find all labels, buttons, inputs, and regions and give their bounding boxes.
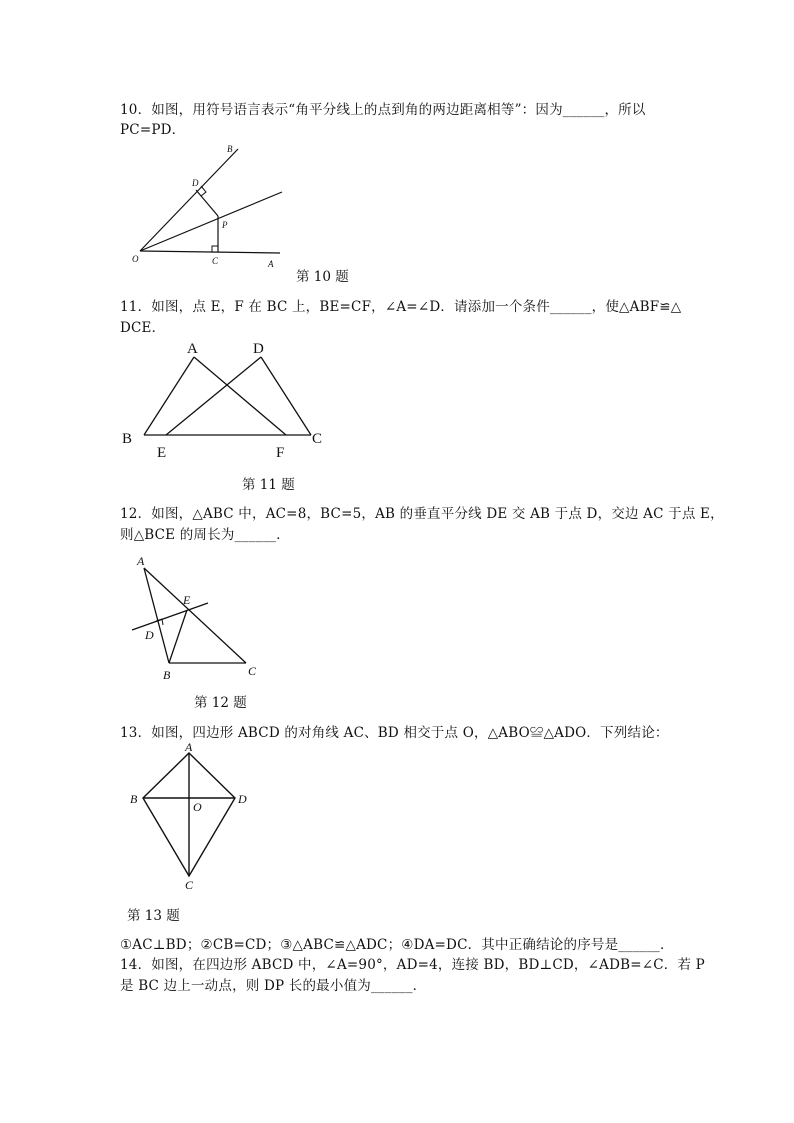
right-angle-c	[212, 246, 218, 252]
q11-text-line1: 11．如图，点 E，F 在 BC 上，BE=CF，∠A=∠D．请添加一个条件______，使△ABF≌△	[120, 299, 682, 315]
label-b: B	[163, 668, 171, 682]
label-b: B	[122, 431, 133, 447]
label-c: C	[185, 878, 194, 892]
label-e: E	[157, 445, 167, 461]
segment-pd	[196, 190, 218, 216]
label-o: O	[193, 800, 202, 814]
label-b: B	[227, 144, 233, 154]
label-d: D	[253, 341, 264, 357]
segment-ab	[144, 568, 169, 663]
label-c: C	[312, 431, 323, 447]
q14-text-line1: 14．如图，在四边形 ABCD 中，∠A=90°，AD=4，连接 BD，BD⊥CD，∠ADB=∠C．若 P	[120, 957, 705, 973]
q11-text-line2: DCE．	[120, 320, 166, 336]
label-d: D	[238, 792, 247, 806]
ray-oa	[140, 251, 280, 253]
q10-text-line2: PC=PD．	[120, 122, 186, 138]
label-o: O	[132, 254, 139, 264]
label-d: D	[192, 178, 199, 188]
segment-ba	[144, 357, 194, 435]
ray-ob	[140, 149, 238, 251]
q11-figure	[119, 336, 334, 466]
q12-figure	[125, 548, 265, 688]
q10-caption: 第 10 题	[296, 269, 349, 285]
segment-be	[169, 610, 187, 663]
right-angle-d	[201, 186, 206, 196]
q12-caption: 第 12 题	[194, 695, 247, 711]
label-f: F	[276, 445, 285, 461]
q10-text-line1: 10．如图，用符号语言表示“角平分线上的点到角的两边距离相等”：因为______，所以	[120, 102, 646, 118]
segment-dc	[261, 357, 311, 435]
q12-text-line2: 则△BCE 的周长为______．	[120, 527, 290, 543]
label-a: A	[185, 740, 193, 754]
q13-figure	[125, 738, 255, 893]
segment-ed	[166, 357, 261, 435]
label-c: C	[248, 664, 257, 678]
q13-text-line2: ①AC⊥BD；②CB=CD；③△ABC≌△ADC；④DA=DC．其中正确结论的序号是______．	[120, 937, 674, 953]
q12-text-line1: 12．如图，△ABC 中，AC=8，BC=5，AB 的垂直平分线 DE 交 AB 于点 D，交边 AC 于点 E，	[120, 506, 724, 522]
label-e: E	[183, 593, 191, 607]
q13-caption: 第 13 题	[127, 908, 180, 924]
label-p: P	[222, 220, 228, 230]
label-d: D	[145, 628, 154, 642]
ray-op	[140, 192, 282, 251]
label-b: B	[130, 792, 138, 806]
q10-figure	[125, 138, 295, 270]
segment-af	[194, 357, 286, 435]
label-a: A	[137, 554, 145, 568]
q13-text-line1: 13．如图，四边形 ABCD 的对角线 AC、BD 相交于点 O，△ABO≌△ADO．下列结论：	[120, 725, 669, 741]
label-a: A	[187, 341, 198, 357]
label-a: A	[268, 259, 274, 269]
segment-ac	[144, 568, 246, 663]
label-c: C	[212, 256, 219, 266]
q11-caption: 第 11 题	[242, 477, 295, 493]
q14-text-line2: 是 BC 边上一动点，则 DP 长的最小值为______．	[120, 978, 427, 994]
